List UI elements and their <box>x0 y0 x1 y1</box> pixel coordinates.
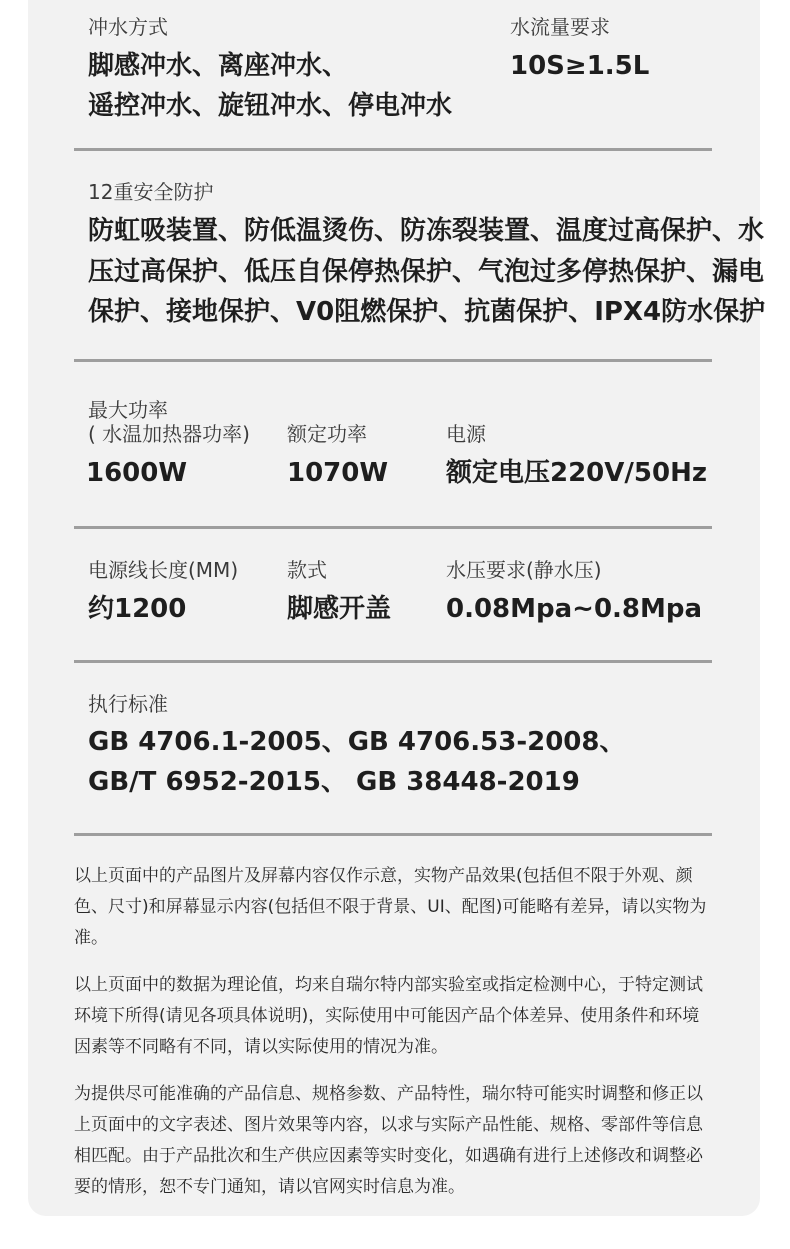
flush-label: 冲水方式 <box>88 15 168 39</box>
divider <box>74 148 712 151</box>
rated-power-value: 1070W <box>287 458 389 488</box>
max-power-label: 最大功率 <box>88 398 168 422</box>
safety-line1: 防虹吸装置、防低温烫伤、防冻裂装置、温度过高保护、水 <box>88 216 765 246</box>
style-value: 脚感开盖 <box>287 594 392 624</box>
power-supply-label: 电源 <box>446 422 486 446</box>
safety-line2: 压过高保护、低压自保停热保护、气泡过多停热保护、漏电 <box>88 257 765 287</box>
safety-line3: 保护、接地保护、V0阻燃保护、抗菌保护、IPX4防水保护 <box>88 297 766 327</box>
rated-power-label: 额定功率 <box>287 422 367 446</box>
flush-value-line2: 遥控冲水、旋钮冲水、停电冲水 <box>88 91 453 121</box>
water-pressure-label: 水压要求(静水压) <box>446 558 602 582</box>
divider <box>74 660 712 663</box>
divider <box>74 833 712 836</box>
standard-label: 执行标准 <box>88 692 168 716</box>
safety-label: 12重安全防护 <box>88 180 214 204</box>
divider <box>74 359 712 362</box>
flush-value-line1: 脚感冲水、离座冲水、 <box>88 51 349 81</box>
standard-line2: GB/T 6952-2015、 GB 38448-2019 <box>88 767 580 797</box>
style-label: 款式 <box>287 558 327 582</box>
max-power-sublabel: ( 水温加热器功率) <box>88 422 250 446</box>
water-pressure-value: 0.08Mpa~0.8Mpa <box>446 594 703 624</box>
disclaimer-paragraph: 以上页面中的数据为理论值，均来自瑞尔特内部实验室或指定检测中心，于特定测试环境下所得(请见各项具体说明)，实际使用中可能因产品个体差异、使用条件和环境因素等不同略有不同，请以实际使用的情况为准。 <box>74 975 703 1057</box>
divider <box>74 526 712 529</box>
cord-length-label: 电源线长度(MM) <box>88 558 239 582</box>
disclaimer-paragraph: 以上页面中的产品图片及屏幕内容仅作示意，实物产品效果(包括但不限于外观、颜色、尺寸)和屏幕显示内容(包括但不限于背景、UI、配图)可能略有差异，请以实物为准。 <box>74 866 707 948</box>
disclaimer-paragraph: 为提供尽可能准确的产品信息、规格参数、产品特性，瑞尔特可能实时调整和修正以上页面中的文字表述、图片效果等内容，以求与实际产品性能、规格、零部件等信息相匹配。由于产品批次和生产供应因素等实时变化，如遇确有进行上述修改和调整必要的情形，恕不专门通知，请以官网实时信息为准。 <box>74 1084 703 1197</box>
max-power-value: 1600W <box>86 458 188 488</box>
cord-length-value: 约1200 <box>88 594 187 624</box>
water-flow-label: 水流量要求 <box>510 15 610 39</box>
water-flow-value: 10S≥1.5L <box>510 51 650 81</box>
standard-line1: GB 4706.1-2005、GB 4706.53-2008、 <box>88 727 626 757</box>
power-supply-value: 额定电压220V/50Hz <box>446 458 707 488</box>
